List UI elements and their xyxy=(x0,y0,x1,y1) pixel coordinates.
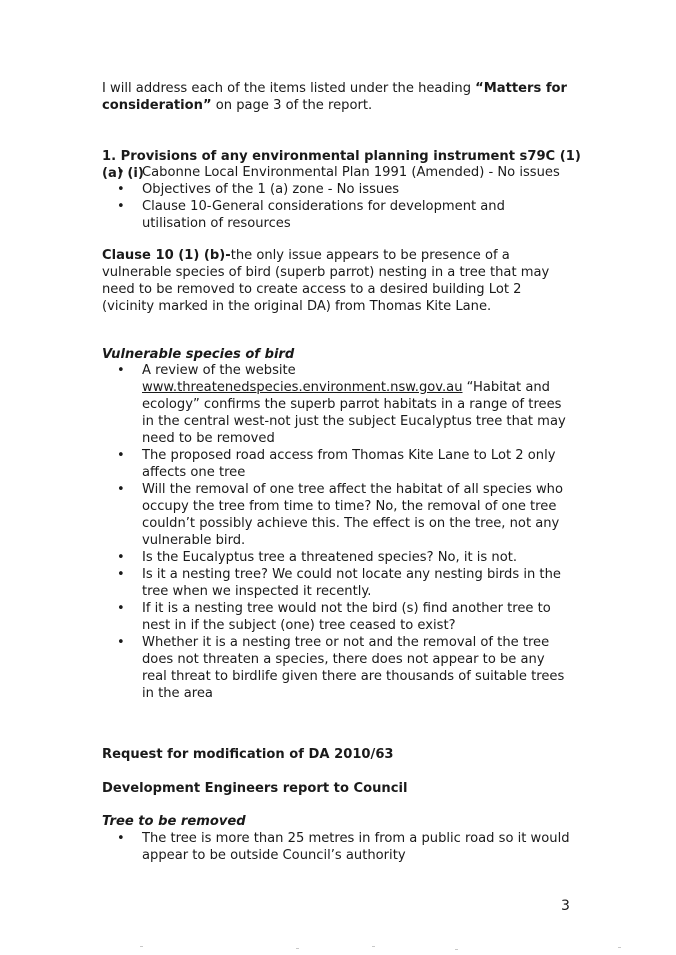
tree-heading: Tree to be removed xyxy=(102,814,246,829)
intro-paragraph xyxy=(102,80,572,114)
website-review-continued: “Habitat and ecology” confirms the superb parrot habitats in a range of trees in the central west-not just the subject Eucalyptus tree that may need to be removed xyxy=(142,380,566,446)
website-review-text: A review of the website xyxy=(142,363,296,378)
request-heading: Request for modification of DA 2010/63 xyxy=(102,747,394,762)
list-item: • Is the Eucalyptus tree a threatened species? No, it is not. xyxy=(102,549,572,566)
scan-speck xyxy=(455,949,458,950)
list-item: • Whether it is a nesting tree or not and the removal of the tree does not threaten a species, there does not appear to be any real threat to birdlife given there are thousands of suitable trees in the area xyxy=(102,634,572,702)
list-item: • Is it a nesting tree? We could not locate any nesting birds in the tree when we inspected it recently. xyxy=(102,566,572,600)
clause10-text: the only issue appears to be presence of a vulnerable species of bird (superb parrot) nesting in a tree that may need to be removed to create access to a desired building Lot 2 (vicinity marked in the original DA) from Thomas Kite Lane. xyxy=(102,248,550,314)
list-item: • Clause 10-General considerations for development and utilisation of resources xyxy=(102,198,572,232)
scan-speck xyxy=(372,946,375,947)
tree-list xyxy=(102,830,572,864)
scan-speck xyxy=(296,948,299,949)
list-item: • Objectives of the 1 (a) zone - No issues xyxy=(102,181,572,198)
clause10-lead: Clause 10 (1) (b)- xyxy=(102,248,231,263)
intro-heading-reference: “Matters for consideration” xyxy=(102,81,568,113)
list-item: • The proposed road access from Thomas Kite Lane to Lot 2 only affects one tree xyxy=(102,447,572,481)
scan-speck xyxy=(618,947,621,948)
intro-text-end: on page 3 of the report. xyxy=(211,98,373,113)
list-item: • If it is a nesting tree would not the bird (s) find another tree to nest in if the subject (one) tree ceased to exist? xyxy=(102,600,572,634)
page-number: 3 xyxy=(561,898,570,914)
vulnerable-species-heading: Vulnerable species of bird xyxy=(102,347,295,362)
section1-heading: 1. Provisions of any environmental planning instrument s79C (1) (a) (i) xyxy=(102,149,581,181)
engineers-heading: Development Engineers report to Council xyxy=(102,781,408,796)
website-link[interactable]: www.threatenedspecies.environment.nsw.gov.au xyxy=(142,380,463,395)
list-item: • Will the removal of one tree affect the habitat of all species who occupy the tree from time to time? No, the removal of one tree couldn’t possibly achieve this. The effect is on the tree, not any vulnerable bird. xyxy=(102,481,572,549)
list-item: • Cabonne Local Environmental Plan 1991 (Amended) - No issues xyxy=(102,164,572,181)
section1-list xyxy=(102,164,572,232)
vulnerable-species-list xyxy=(102,362,572,702)
list-item xyxy=(102,362,572,447)
list-item: • The tree is more than 25 metres in from a public road so it would appear to be outside Council’s authority xyxy=(102,830,572,864)
clause10-paragraph xyxy=(102,247,572,315)
intro-text-start: I will address each of the items listed under the heading xyxy=(102,81,476,96)
scan-speck xyxy=(140,946,143,947)
